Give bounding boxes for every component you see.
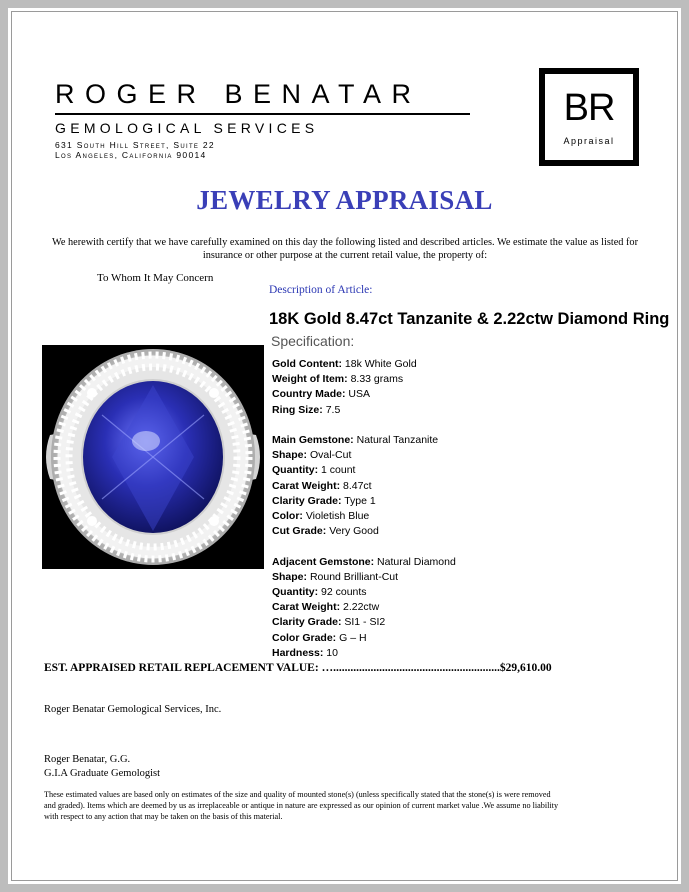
- spec-row: Country Made: USA: [272, 388, 371, 401]
- appraised-value-leader: …..........................................................: [321, 662, 500, 674]
- spec-row: Main Gemstone: Natural Tanzanite: [272, 434, 439, 446]
- appraisal-logo: [539, 68, 639, 166]
- product-title: 18K Gold 8.47ct Tanzanite & 2.22ctw Diamond Ring: [269, 310, 670, 328]
- letterhead-rule: [55, 113, 470, 115]
- logo-label: Appraisal: [563, 136, 615, 146]
- ring-photo: [42, 345, 264, 569]
- spec-row: Shape: Oval-Cut: [272, 449, 352, 462]
- spec-row: Shape: Round Brilliant-Cut: [272, 570, 399, 583]
- ring-illustration: [42, 345, 264, 569]
- logo-monogram: BR: [563, 87, 615, 129]
- spec-row: Carat Weight: 8.47ct: [272, 479, 372, 492]
- spec-row: Color: Violetish Blue: [272, 510, 370, 523]
- signer-name: Roger Benatar, G.G.: [44, 754, 131, 765]
- spec-row: Clarity Grade: Type 1: [272, 494, 376, 507]
- appraised-value-amount: $29,610.00: [499, 662, 552, 674]
- spec-row: Gold Content: 18k White Gold: [272, 358, 417, 370]
- address-line-2: Los Angeles, California 90014: [55, 150, 207, 160]
- certification-text: We herewith certify that we have carefully examined on this day the following listed and described articles. We estimate the value as listed for insurance or other purpose at the current retail value, the property of:: [51, 237, 638, 261]
- spec-row: Cut Grade: Very Good: [272, 525, 379, 538]
- appraised-value: [44, 662, 552, 674]
- letterhead: [55, 80, 475, 160]
- description-label: Description of Article:: [269, 284, 373, 296]
- spec-row: Quantity: 92 counts: [272, 586, 367, 599]
- recipient: To Whom It May Concern: [97, 272, 214, 284]
- signature-block: [44, 753, 160, 781]
- document-title: JEWELRY APPRAISAL: [196, 185, 493, 215]
- spec-row: Clarity Grade: SI1 - SI2: [272, 616, 386, 629]
- specification-list: [272, 357, 456, 661]
- company-name: ROGER BENATAR: [55, 79, 422, 109]
- spec-row: Weight of Item: 8.33 grams: [272, 373, 404, 386]
- signer-title: G.I.A Graduate Gemologist: [44, 768, 161, 779]
- company-division: GEMOLOGICAL SERVICES: [55, 120, 319, 136]
- spec-row: Color Grade: G – H: [272, 631, 367, 644]
- spec-spacer: [272, 539, 456, 554]
- spec-row: Hardness: 10: [272, 646, 338, 659]
- spec-row: Adjacent Gemstone: Natural Diamond: [272, 555, 456, 568]
- appraised-value-label: EST. APPRAISED RETAIL REPLACEMENT VALUE:: [44, 662, 319, 674]
- spec-row: Carat Weight: 2.22ctw: [272, 601, 380, 614]
- address-line-1: 631 South Hill Street, Suite 22: [55, 140, 215, 150]
- specification-label: Specification:: [271, 333, 355, 349]
- spec-row: Quantity: 1 count: [272, 464, 356, 477]
- disclaimer: These estimated values are based only on estimates of the size and quality of mounted stone(s) (unless specifically stated that the stone(s) is were removed and graded). Items which are deemed by us as irreplaceable or antique in nature are expressed as our opinion of current market value .We assume no liability with respect to any action that may be taken on the basis of this material.: [44, 790, 559, 821]
- spec-spacer: [272, 418, 456, 433]
- spec-row: Ring Size: 7.5: [272, 403, 341, 416]
- company-full-name: Roger Benatar Gemological Services, Inc.: [44, 704, 222, 715]
- company-address: [55, 140, 475, 160]
